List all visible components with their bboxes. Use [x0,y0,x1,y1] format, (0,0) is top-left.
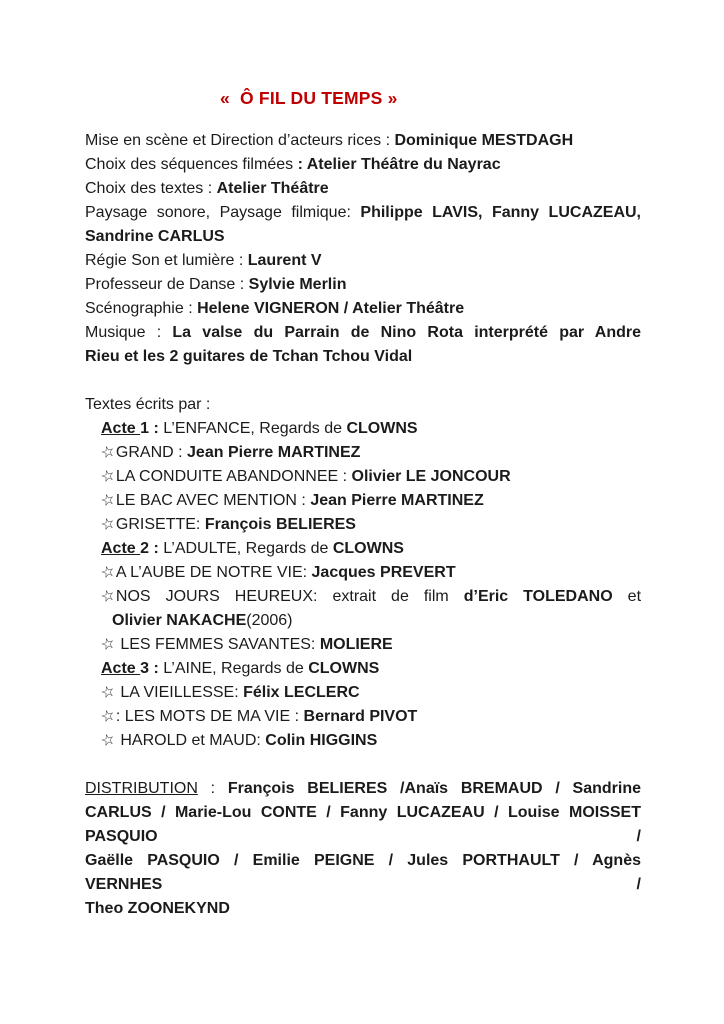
text-segment: L’ADULTE, Regards de [163,540,333,557]
text-segment: Atelier Théâtre [216,180,329,197]
star-icon: ☆ [98,586,117,607]
text-line [85,825,641,849]
text-segment: Sandrine CARLUS [85,228,225,245]
text-line [85,297,641,321]
text-line [85,129,641,153]
text-line [85,849,641,873]
text-segment: Mise en scène et Direction d’acteurs rices : [85,132,395,149]
text-line [85,561,641,585]
text-segment: Laurent V [247,252,322,269]
text-line [85,345,641,369]
text-segment: HAROLD et MAUD: [115,732,266,749]
text-line [85,153,641,177]
text-segment: 1 : [140,420,164,437]
text-line [85,633,641,657]
text-segment: : [197,780,228,797]
star-icon: ☆ [98,730,117,751]
text-segment: Choix des séquences filmées [85,156,298,173]
text-segment: Acte [101,540,141,557]
text-segment: d’Eric TOLEDANO [463,588,613,605]
text-segment: Dominique MESTDAGH [394,132,574,149]
text-segment: Philippe LAVIS, Fanny LUCAZEAU, [360,204,641,221]
text-segment: 3 : [140,660,164,677]
text-line [85,249,641,273]
text-line [85,225,641,249]
star-icon: ☆ [98,682,117,703]
text-segment: PASQUIO [85,828,158,845]
text-segment: Colin HIGGINS [265,732,378,749]
text-segment: François BELIERES /Anaïs BREMAUD / Sandrine [227,780,641,797]
text-segment: A L’AUBE DE NOTRE VIE: [115,564,312,581]
text-line [85,489,641,513]
text-line [85,729,641,753]
text-segment: Gaëlle PASQUIO / Emilie PEIGNE / Jules PORTHAULT / Agnès [85,852,641,869]
text-segment: Régie Son et lumière : [85,252,248,269]
text-segment: CARLUS / Marie-Lou CONTE / Fanny LUCAZEAU / Louise MOISSET [85,804,641,821]
text-line [85,873,641,897]
text-segment: LA CONDUITE ABANDONNEE : [115,468,352,485]
star-icon: ☆ [98,514,117,535]
text-segment: 2 : [140,540,164,557]
text-segment: Helene VIGNERON / Atelier Théâtre [197,300,465,317]
text-segment: La valse du Parrain de Nino Rota interprété par Andre [172,324,641,341]
document-title: « Ô FIL DU TEMPS » [220,88,398,108]
text-segment: / [636,828,641,845]
blank-line [85,369,641,393]
text-segment: Paysage sonore, Paysage filmique: [85,204,361,221]
text-line [85,681,641,705]
text-line [85,513,641,537]
text-segment: Textes écrits par : [85,396,211,413]
text-segment: Choix des textes : [85,180,217,197]
text-segment: / [636,876,641,893]
text-line [85,441,641,465]
document-body [85,129,641,921]
text-segment: Professeur de Danse : [85,276,249,293]
text-line [85,705,641,729]
text-segment: et [612,588,642,605]
text-segment: L’ENFANCE, Regards de [163,420,347,437]
text-segment: L’AINE, Regards de [163,660,309,677]
text-line [85,273,641,297]
text-line [85,897,641,921]
text-segment: LES FEMMES SAVANTES: [115,636,320,653]
document-content [85,86,641,921]
text-segment: Olivier LE JONCOUR [351,468,511,485]
text-segment: Rieu et les 2 guitares de Tchan Tchou Vidal [85,348,413,365]
text-segment: Musique : [85,324,173,341]
text-segment: Scénographie : [85,300,198,317]
text-segment: François BELIERES [204,516,356,533]
text-segment: Theo ZOONEKYND [85,900,230,917]
text-line [85,201,641,225]
text-segment: GRISETTE: [115,516,205,533]
text-line [85,777,641,801]
text-segment: GRAND : [115,444,188,461]
text-segment: MOLIERE [319,636,393,653]
text-segment: DISTRIBUTION [85,780,198,797]
star-icon: ☆ [98,634,117,655]
text-segment: : LES MOTS DE MA VIE : [115,708,304,725]
text-line [85,585,641,609]
text-line [85,465,641,489]
text-line [85,177,641,201]
text-segment: Acte [101,420,141,437]
text-segment: : Atelier Théâtre du Nayrac [297,156,501,173]
text-segment: Félix LECLERC [243,684,360,701]
text-segment: CLOWNS [346,420,418,437]
text-line [85,657,641,681]
text-segment: LE BAC AVEC MENTION : [115,492,311,509]
text-line [85,801,641,825]
text-segment: Sylvie Merlin [248,276,347,293]
text-segment: VERNHES [85,876,163,893]
star-icon: ☆ [98,466,117,487]
text-line [85,321,641,345]
star-icon: ☆ [98,442,117,463]
blank-line [85,753,641,777]
text-segment: LA VIEILLESSE: [115,684,244,701]
text-segment: Jacques PREVERT [311,564,456,581]
text-segment: NOS JOURS HEUREUX: extrait de film [115,588,464,605]
text-segment: CLOWNS [332,540,404,557]
text-line [85,417,641,441]
text-segment: (2006) [246,612,293,629]
text-segment: Acte [101,660,141,677]
star-icon: ☆ [98,490,117,511]
text-line [85,393,641,417]
text-segment: CLOWNS [308,660,380,677]
text-line [85,609,641,633]
text-line [85,537,641,561]
text-segment: Jean Pierre MARTINEZ [187,444,361,461]
text-segment: Bernard PIVOT [303,708,418,725]
star-icon: ☆ [98,706,117,727]
text-segment: Olivier NAKACHE [112,612,247,629]
text-segment: Jean Pierre MARTINEZ [310,492,484,509]
star-icon: ☆ [98,562,117,583]
